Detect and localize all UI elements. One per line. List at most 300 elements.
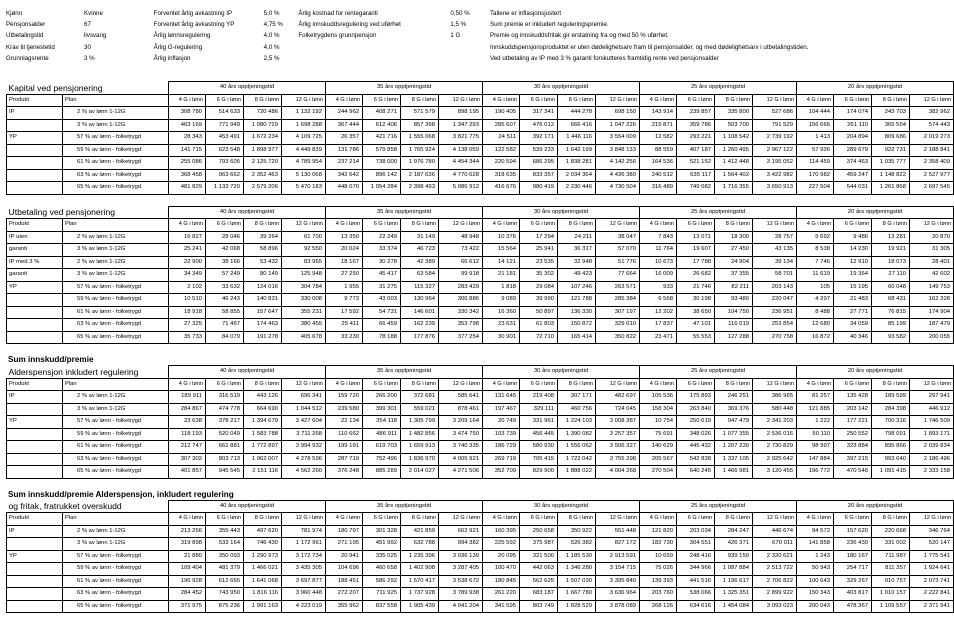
cell-value: 24 511 bbox=[483, 132, 520, 145]
cell-value: 463 169 bbox=[169, 119, 206, 132]
cell-value: 542 838 bbox=[677, 453, 715, 466]
cell-value: 580 930 bbox=[520, 441, 558, 454]
cell-value: 304 784 bbox=[282, 281, 326, 294]
cell-value: 526 382 bbox=[558, 538, 596, 551]
table-row bbox=[7, 182, 954, 195]
cell-value: 10 376 bbox=[483, 231, 520, 244]
cell-value: 9 089 bbox=[483, 294, 520, 307]
cell-value: 73 422 bbox=[439, 244, 483, 257]
cell-value: 5 130 068 bbox=[282, 169, 326, 182]
assumption-value: 4,0 % bbox=[263, 43, 280, 51]
cell-value: 189 599 bbox=[872, 391, 910, 404]
cell-produkt bbox=[7, 563, 63, 576]
cell-value: 368 458 bbox=[169, 169, 206, 182]
column-header-12g: 12 G i lønn bbox=[910, 219, 954, 232]
cell-value: 18 918 bbox=[169, 306, 206, 319]
cell-value: 3 554 009 bbox=[596, 132, 640, 145]
cell-value: 793 605 bbox=[206, 157, 244, 170]
column-header-12g: 12 G i lønn bbox=[282, 94, 326, 107]
column-header-12g: 12 G i lønn bbox=[282, 219, 326, 232]
cell-value: 448 070 bbox=[326, 182, 363, 195]
cell-value: 175 893 bbox=[677, 391, 715, 404]
cell-value: 39 264 bbox=[244, 231, 282, 244]
cell-value: 896 142 bbox=[363, 169, 401, 182]
cell-value: 459 247 bbox=[834, 169, 872, 182]
cell-value: 162 328 bbox=[910, 294, 954, 307]
column-header-8g: 8 G i lønn bbox=[558, 378, 596, 391]
cell-produkt bbox=[7, 306, 63, 319]
group-header-20: 20 års opptjeningstid bbox=[797, 82, 954, 95]
cell-value: 451 992 bbox=[363, 538, 401, 551]
assumption-row bbox=[6, 19, 154, 30]
column-header-6g: 6 G i lønn bbox=[206, 94, 244, 107]
column-header-6g: 6 G i lønn bbox=[363, 94, 401, 107]
cell-value: 829 900 bbox=[520, 466, 558, 479]
cell-value: 31 149 bbox=[401, 231, 439, 244]
cell-value: 16 009 bbox=[640, 269, 677, 282]
cell-value: 421 859 bbox=[401, 525, 439, 538]
assumption-value: 4,75 % bbox=[263, 21, 283, 29]
cell-value: 61 700 bbox=[282, 231, 326, 244]
cell-value: 533 164 bbox=[206, 538, 244, 551]
cell-value: 159 720 bbox=[326, 391, 363, 404]
cell-value: 140 629 bbox=[640, 441, 677, 454]
cell-value: 579 858 bbox=[363, 144, 401, 157]
cell-value: 397 215 bbox=[834, 453, 872, 466]
cell-plan: 57 % av lønn - folketrygd bbox=[63, 550, 169, 563]
cell-value: 82 211 bbox=[715, 281, 753, 294]
cell-value: 2 014 027 bbox=[401, 466, 439, 479]
cell-value: 215 871 bbox=[640, 119, 677, 132]
cell-value: 2 371 941 bbox=[910, 600, 954, 613]
table-row bbox=[7, 244, 954, 257]
assumption-label: Grunnlagsrente bbox=[6, 54, 49, 62]
cell-value: 30 278 bbox=[363, 256, 401, 269]
table-row bbox=[7, 281, 954, 294]
cell-value: 250 619 bbox=[677, 416, 715, 429]
cell-value: 3 538 672 bbox=[439, 575, 483, 588]
column-header-6g: 6 G i lønn bbox=[363, 513, 401, 526]
cell-value: 1 224 103 bbox=[558, 416, 596, 429]
cell-value: 833 357 bbox=[520, 169, 558, 182]
table-title-row bbox=[7, 206, 954, 219]
cell-value: 640 245 bbox=[677, 466, 715, 479]
cell-value: 2 102 bbox=[169, 281, 206, 294]
cell-value: 18 167 bbox=[326, 256, 363, 269]
column-header-plan: Plan bbox=[63, 513, 169, 526]
cell-value: 190 405 bbox=[483, 107, 520, 120]
cell-value: 33 230 bbox=[326, 331, 363, 344]
cell-value: 25 411 bbox=[326, 319, 363, 332]
cell-value: 35 302 bbox=[520, 269, 558, 282]
cell-value: 42 068 bbox=[206, 244, 244, 257]
cell-value: 2 222 841 bbox=[910, 588, 954, 601]
table-row bbox=[7, 294, 954, 307]
cell-value: 1 446 116 bbox=[558, 132, 596, 145]
cell-value: 910 757 bbox=[872, 575, 910, 588]
cell-value: 527 686 bbox=[753, 107, 797, 120]
cell-plan: 61 % av lønn - folketrygd bbox=[63, 441, 169, 454]
cell-value: 246 251 bbox=[715, 391, 753, 404]
cell-value: 895 866 bbox=[872, 441, 910, 454]
cell-value: 353 798 bbox=[439, 319, 483, 332]
cell-value: 304 551 bbox=[677, 538, 715, 551]
cell-value: 354 118 bbox=[363, 416, 401, 429]
cell-produkt bbox=[7, 428, 63, 441]
cell-value: 2 352 463 bbox=[244, 169, 282, 182]
table-title-row bbox=[7, 500, 954, 513]
cell-plan: 3 % av lønn 1-12G bbox=[63, 403, 169, 416]
cell-value: 1 898 977 bbox=[244, 144, 282, 157]
column-header-produkt: Produkt bbox=[7, 513, 63, 526]
cell-value: 348 026 bbox=[677, 428, 715, 441]
cell-value: 544 031 bbox=[834, 182, 872, 195]
column-header-6g: 6 G i lønn bbox=[520, 513, 558, 526]
cell-value: 63 584 bbox=[401, 269, 439, 282]
cell-value: 705 415 bbox=[520, 453, 558, 466]
column-header-12g: 12 G i lønn bbox=[910, 94, 954, 107]
column-header-4g: 4 G i lønn bbox=[797, 219, 834, 232]
group-header-30: 30 års opptjeningstid bbox=[483, 500, 640, 513]
cell-value: 284 247 bbox=[715, 525, 753, 538]
cell-value: 43 135 bbox=[753, 244, 797, 257]
cell-value: 3 036 139 bbox=[439, 550, 483, 563]
cell-produkt: IP bbox=[7, 525, 63, 538]
cell-value: 1 454 084 bbox=[715, 600, 753, 613]
column-header-8g: 8 G i lønn bbox=[401, 219, 439, 232]
cell-value: 837 558 bbox=[363, 600, 401, 613]
column-header-12g: 12 G i lønn bbox=[439, 219, 483, 232]
cell-value: 3 008 387 bbox=[596, 416, 640, 429]
cell-value: 1 044 512 bbox=[282, 403, 326, 416]
cell-value: 105 536 bbox=[640, 391, 677, 404]
cell-value: 374 463 bbox=[834, 157, 872, 170]
cell-value: 268 126 bbox=[640, 600, 677, 613]
cell-value: 109 404 bbox=[169, 563, 206, 576]
cell-value: 14 121 bbox=[483, 256, 520, 269]
cell-value: 124 016 bbox=[244, 281, 282, 294]
cell-value: 3 395 840 bbox=[596, 575, 640, 588]
cell-value: 470 546 bbox=[834, 466, 872, 479]
cell-value: 1 346 280 bbox=[558, 563, 596, 576]
cell-value: 612 665 bbox=[206, 575, 244, 588]
assumption-value: 2,5 % bbox=[263, 54, 280, 62]
group-header-20: 20 års opptjeningstid bbox=[797, 206, 954, 219]
cell-value: 225 592 bbox=[483, 538, 520, 551]
cell-value: 945 545 bbox=[206, 466, 244, 479]
cell-value: 121 820 bbox=[640, 525, 677, 538]
cell-value: 236 951 bbox=[753, 306, 797, 319]
cell-value: 284 398 bbox=[872, 403, 910, 416]
assumption-label: Krav til tjenestetid bbox=[6, 43, 55, 51]
note-line: Premie og innskuddsfritak gir erstatning fra og med 50 % uførhet. bbox=[489, 32, 669, 40]
cell-value: 811 357 bbox=[872, 563, 910, 576]
column-header-8g: 8 G i lønn bbox=[244, 513, 282, 526]
cell-value: 474 778 bbox=[206, 403, 244, 416]
cell-value: 1 924 641 bbox=[910, 563, 954, 576]
cell-value: 287 719 bbox=[326, 453, 363, 466]
cell-value: 562 625 bbox=[520, 575, 558, 588]
column-header-12g: 12 G i lønn bbox=[596, 219, 640, 232]
cell-value: 711 925 bbox=[363, 588, 401, 601]
cell-value: 1 893 171 bbox=[910, 428, 954, 441]
cell-value: 10 659 bbox=[640, 550, 677, 563]
cell-value: 666 416 bbox=[558, 119, 596, 132]
cell-value: 1 716 355 bbox=[715, 182, 753, 195]
cell-value: 803 749 bbox=[520, 600, 558, 613]
cell-value: 1 991 163 bbox=[244, 600, 282, 613]
cell-value: 307 302 bbox=[169, 453, 206, 466]
cell-value: 196 928 bbox=[169, 575, 206, 588]
cell-value: 482 697 bbox=[596, 391, 640, 404]
cell-produkt bbox=[7, 119, 63, 132]
cell-value: 30 198 bbox=[677, 294, 715, 307]
cell-value: 2 739 192 bbox=[753, 132, 797, 145]
cell-value: 13 350 bbox=[326, 231, 363, 244]
cell-value: 405 678 bbox=[282, 331, 326, 344]
column-header-12g: 12 G i lønn bbox=[753, 219, 797, 232]
cell-value: 335 025 bbox=[363, 550, 401, 563]
cell-value: 3 427 604 bbox=[282, 416, 326, 429]
cell-value: 399 301 bbox=[363, 403, 401, 416]
cell-value: 180 167 bbox=[834, 550, 872, 563]
assumption-label: Kjønn bbox=[6, 10, 23, 17]
cell-value: 580 448 bbox=[753, 403, 797, 416]
cell-value: 318 635 bbox=[483, 169, 520, 182]
cell-value: 200 043 bbox=[797, 600, 834, 613]
cell-value: 21 880 bbox=[169, 550, 206, 563]
table-row bbox=[7, 416, 954, 429]
cell-value: 442 063 bbox=[520, 563, 558, 576]
cell-value: 3 789 938 bbox=[439, 588, 483, 601]
assumption-row bbox=[6, 30, 154, 41]
cell-value: 266 200 bbox=[363, 391, 401, 404]
cell-value: 16 827 bbox=[169, 231, 206, 244]
group-header-20: 20 års opptjeningstid bbox=[797, 366, 954, 379]
cell-value: 316 489 bbox=[640, 182, 677, 195]
cell-plan: 57 % av lønn - folketrygd bbox=[63, 281, 169, 294]
table-row bbox=[7, 600, 954, 613]
cell-value: 284 867 bbox=[169, 403, 206, 416]
cell-value: 135 428 bbox=[834, 391, 872, 404]
cell-value: 408 271 bbox=[363, 107, 401, 120]
column-header-6g: 6 G i lønn bbox=[363, 378, 401, 391]
cell-value: 1 260 495 bbox=[715, 144, 753, 157]
cell-value: 355 443 bbox=[206, 525, 244, 538]
cell-value: 1 641 068 bbox=[244, 575, 282, 588]
cell-value: 2 358 409 bbox=[910, 157, 954, 170]
cell-value: 188 451 bbox=[326, 575, 363, 588]
cell-value: 28 401 bbox=[910, 256, 954, 269]
assumption-label: Pensjonsalder bbox=[6, 21, 46, 29]
cell-value: 150 343 bbox=[797, 588, 834, 601]
cell-value: 48 948 bbox=[439, 231, 483, 244]
assumptions-column-rates bbox=[154, 8, 299, 64]
cell-value: 20 870 bbox=[910, 231, 954, 244]
cell-value: 68 431 bbox=[872, 294, 910, 307]
cell-value: 2 579 206 bbox=[244, 182, 282, 195]
column-header-8g: 8 G i lønn bbox=[715, 378, 753, 391]
cell-value: 1 583 788 bbox=[244, 428, 282, 441]
cell-value: 105 bbox=[797, 281, 834, 294]
cell-value: 66 612 bbox=[439, 256, 483, 269]
cell-produkt bbox=[7, 453, 63, 466]
cell-value: 147 884 bbox=[797, 453, 834, 466]
column-header-6g: 6 G i lønn bbox=[206, 378, 244, 391]
cell-value: 236 430 bbox=[834, 538, 872, 551]
cell-plan: 2 % av lønn 1-12G bbox=[63, 256, 169, 269]
cell-plan: 59 % av lønn - folketrygd bbox=[63, 144, 169, 157]
cell-value: 993 640 bbox=[872, 453, 910, 466]
cell-value: 203 760 bbox=[640, 588, 677, 601]
cell-value: 2 188 841 bbox=[910, 144, 954, 157]
table-row bbox=[7, 231, 954, 244]
cell-value: 2 527 977 bbox=[910, 169, 954, 182]
column-header-12g: 12 G i lønn bbox=[596, 94, 640, 107]
cell-value: 743 950 bbox=[206, 588, 244, 601]
cell-value: 12 582 bbox=[640, 132, 677, 145]
cell-value: 285 384 bbox=[596, 294, 640, 307]
cell-value: 10 754 bbox=[640, 416, 677, 429]
cell-value: 809 686 bbox=[872, 132, 910, 145]
cell-value: 331 961 bbox=[520, 416, 558, 429]
cell-value: 42 389 bbox=[401, 256, 439, 269]
cell-plan: 3 % av lønn 1-12G bbox=[63, 269, 169, 282]
cell-value: 88 559 bbox=[640, 144, 677, 157]
cell-value: 350 822 bbox=[596, 331, 640, 344]
table-row bbox=[7, 391, 954, 404]
cell-value: 219 408 bbox=[520, 391, 558, 404]
cell-value: 53 432 bbox=[244, 256, 282, 269]
cell-value: 2 034 364 bbox=[558, 169, 596, 182]
cell-value: 60 048 bbox=[872, 281, 910, 294]
cell-value: 2 341 203 bbox=[753, 416, 797, 429]
cell-value: 342 642 bbox=[326, 169, 363, 182]
cell-value: 191 278 bbox=[244, 331, 282, 344]
cell-value: 662 921 bbox=[439, 525, 483, 538]
column-header-12g: 12 G i lønn bbox=[910, 378, 954, 391]
column-header-8g: 8 G i lønn bbox=[558, 513, 596, 526]
cell-value: 297 941 bbox=[910, 391, 954, 404]
cell-value: 160 395 bbox=[483, 525, 520, 538]
cell-value: 1 642 199 bbox=[558, 144, 596, 157]
cell-value: 1 737 928 bbox=[401, 588, 439, 601]
cell-value: 3 848 133 bbox=[596, 144, 640, 157]
cell-value: 2 398 493 bbox=[401, 182, 439, 195]
cell-value: 346 764 bbox=[910, 525, 954, 538]
cell-value: 380 455 bbox=[282, 319, 326, 332]
cell-value: 585 641 bbox=[439, 391, 483, 404]
cell-value: 670 011 bbox=[753, 538, 797, 551]
cell-plan: 2 % av lønn 1-12G bbox=[63, 231, 169, 244]
group-header-40: 40 års opptjeningstid bbox=[169, 82, 326, 95]
cell-value: 203 142 bbox=[834, 403, 872, 416]
cell-value: 250 658 bbox=[520, 525, 558, 538]
cell-value: 18 300 bbox=[715, 231, 753, 244]
cell-produkt bbox=[7, 144, 63, 157]
cell-value: 898 195 bbox=[439, 107, 483, 120]
cell-value: 720 486 bbox=[244, 107, 282, 120]
cell-value: 13 071 bbox=[677, 231, 715, 244]
cell-value: 31 275 bbox=[363, 281, 401, 294]
table-subheader-row bbox=[7, 513, 954, 526]
cell-value: 158 304 bbox=[640, 403, 677, 416]
table-row bbox=[7, 403, 954, 416]
cell-produkt: YP bbox=[7, 132, 63, 145]
cell-value: 4 138 059 bbox=[439, 144, 483, 157]
cell-value: 10 673 bbox=[640, 256, 677, 269]
cell-value: 182 730 bbox=[640, 538, 677, 551]
cell-value: 46 243 bbox=[206, 294, 244, 307]
cell-value: 42 602 bbox=[910, 269, 954, 282]
assumption-label: Forventet årlig avkastning YP bbox=[153, 21, 235, 29]
cell-value: 1 413 bbox=[797, 132, 834, 145]
cell-value: 1 390 082 bbox=[558, 428, 596, 441]
cell-value: 476 012 bbox=[520, 119, 558, 132]
cell-plan: 3 % av lønn 1-12G bbox=[63, 538, 169, 551]
cell-value: 1 507 030 bbox=[558, 575, 596, 588]
cell-value: 284 452 bbox=[169, 588, 206, 601]
cell-value: 308 780 bbox=[169, 107, 206, 120]
cell-value: 122 582 bbox=[483, 144, 520, 157]
column-header-8g: 8 G i lønn bbox=[244, 94, 282, 107]
cell-plan: 65 % av lønn - folketrygd bbox=[63, 182, 169, 195]
cell-value: 164 536 bbox=[640, 157, 677, 170]
table-row bbox=[7, 144, 954, 157]
cell-value: 321 500 bbox=[520, 550, 558, 563]
cell-value: 80 149 bbox=[244, 269, 282, 282]
cell-value: 83 965 bbox=[282, 256, 326, 269]
cell-value: 369 376 bbox=[715, 403, 753, 416]
cell-value: 3 257 357 bbox=[596, 428, 640, 441]
cell-value: 752 496 bbox=[363, 453, 401, 466]
cell-value: 156 666 bbox=[797, 119, 834, 132]
cell-value: 13 281 bbox=[872, 231, 910, 244]
cell-value: 306 886 bbox=[439, 294, 483, 307]
cell-value: 421 716 bbox=[363, 132, 401, 145]
cell-value: 446 912 bbox=[910, 403, 954, 416]
cell-value: 1 659 913 bbox=[401, 441, 439, 454]
cell-value: 100 643 bbox=[797, 575, 834, 588]
group-header-25: 25 års opptjeningstid bbox=[640, 206, 797, 219]
cell-value: 1 325 351 bbox=[715, 588, 753, 601]
cell-value: 1 087 884 bbox=[715, 563, 753, 576]
cell-value: 200 055 bbox=[910, 331, 954, 344]
cell-value: 1 133 720 bbox=[206, 182, 244, 195]
cell-value: 634 616 bbox=[677, 600, 715, 613]
cell-value: 1 091 415 bbox=[872, 466, 910, 479]
cell-value: 344 966 bbox=[677, 563, 715, 576]
group-header-30: 30 års opptjeningstid bbox=[483, 82, 640, 95]
cell-value: 180 845 bbox=[483, 575, 520, 588]
cell-produkt bbox=[7, 600, 63, 613]
cell-value: 2 913 591 bbox=[596, 550, 640, 563]
cell-value: 240 512 bbox=[640, 169, 677, 182]
cell-value: 26 682 bbox=[677, 269, 715, 282]
cell-value: 71 467 bbox=[206, 319, 244, 332]
table-kapital-ved-pensjonering bbox=[6, 81, 951, 195]
cell-value: 20 095 bbox=[483, 550, 520, 563]
column-header-produkt: Produkt bbox=[7, 94, 63, 107]
cell-value: 749 082 bbox=[677, 182, 715, 195]
cell-value: 244 962 bbox=[326, 107, 363, 120]
column-header-12g: 12 G i lønn bbox=[439, 94, 483, 107]
cell-plan: 63 % av lønn - folketrygd bbox=[63, 453, 169, 466]
cell-value: 698 150 bbox=[596, 107, 640, 120]
cell-value: 1 564 402 bbox=[715, 169, 753, 182]
column-header-6g: 6 G i lønn bbox=[834, 94, 872, 107]
group-header-20: 20 års opptjeningstid bbox=[797, 500, 954, 513]
